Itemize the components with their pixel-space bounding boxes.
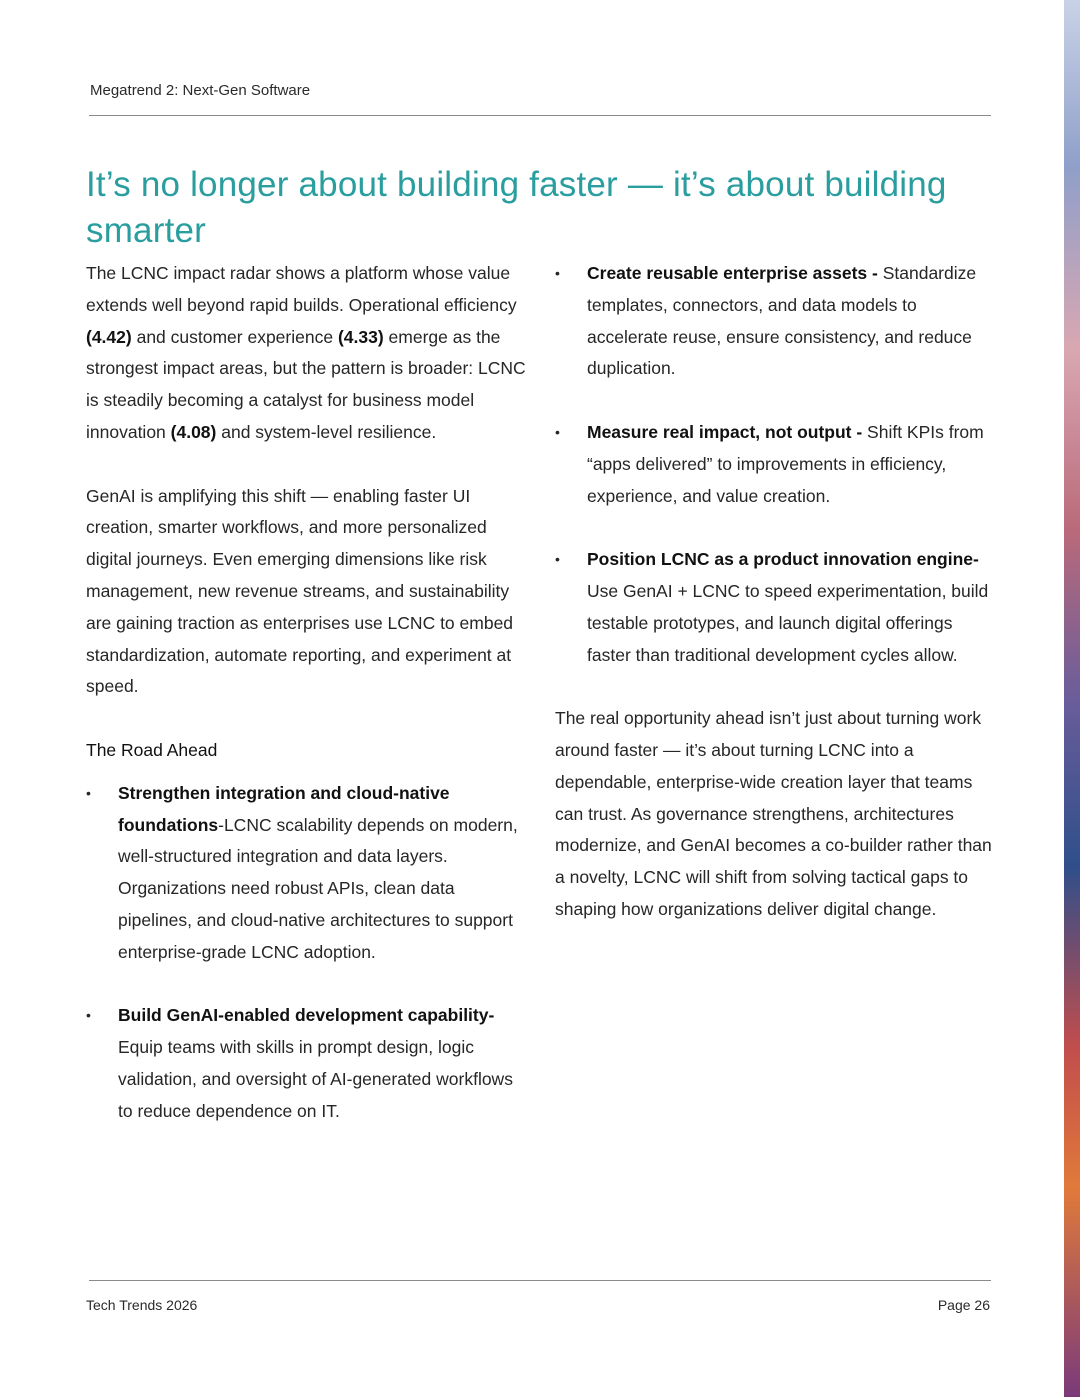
intro-paragraph: The LCNC impact radar shows a platform whose value extends well beyond rapid builds. Operational efficiency (4.42) and customer experience (4.33) emerge as the strongest impact areas, but the pattern is broader: LCNC is steadily becoming a catalyst for business model innovation (4.08) and system-level resilience. (86, 263, 526, 442)
footer-report-name: Tech Trends 2026 (86, 1297, 198, 1313)
page-number: Page 26 (937, 1297, 990, 1313)
section-header: Megatrend 2: Next-Gen Software (90, 82, 311, 99)
page-title: It’s no longer about building faster — it’s about building smarter (86, 165, 947, 250)
road-ahead-heading: The Road Ahead (86, 739, 218, 760)
list-item: • Measure real impact, not output - Shift KPIs from “apps delivered” to improvements in efficiency, experience, and value creation. (555, 417, 995, 512)
bullet-icon: • (555, 265, 560, 281)
bullet-icon: • (86, 784, 91, 801)
list-item: • Create reusable enterprise assets - Standardize templates, connectors, and data models to accelerate reuse, ensure consistency, and reduce duplication. (555, 258, 995, 385)
list-item: • Position LCNC as a product innovation engine- Use GenAI + LCNC to speed experimentation, build testable prototypes, and launch digital offerings faster than traditional development cycles allow. (555, 544, 995, 671)
metric-innovation: (4.08) (170, 421, 217, 442)
left-column (86, 258, 526, 1159)
list-item: • Strengthen integration and cloud-native foundations-LCNC scalability depends on modern, well-structured integration and data layers. Organizations need robust APIs, clean data pipelines, and cloud-native architectures to support enterprise-grade LCNC adoption. (86, 778, 526, 969)
decorative-side-strip (1064, 0, 1080, 1397)
metric-experience: (4.33) (337, 326, 384, 347)
genai-paragraph: GenAI is amplifying this shift — enabling faster UI creation, smarter workflows, and more personalized digital journeys. Even emerging dimensions like risk management, new revenue streams, and sustainability are gaining traction as enterprises use LCNC to embed standardization, automate reporting, and experiment at speed. (86, 485, 514, 697)
bullet-icon: • (555, 423, 560, 440)
header-divider (89, 115, 991, 116)
closing-paragraph: The real opportunity ahead isn’t just about turning work around faster — it’s about turning LCNC into a dependable, enterprise-wide creation layer that teams can trust. As governance strengthens, architectures modernize, and GenAI becomes a co-builder rather than a novelty, LCNC will shift from solving tactical gaps to shaping how organizations deliver digital change. (555, 708, 992, 919)
metric-efficiency: (4.42) (86, 326, 132, 347)
right-column (555, 258, 995, 958)
bullet-icon: • (86, 1007, 91, 1024)
footer-divider (89, 1280, 991, 1281)
list-item: • Build GenAI-enabled development capability- Equip teams with skills in prompt design, logic validation, and oversight of AI-generated workflows to reduce dependence on IT. (86, 1000, 526, 1127)
bullet-icon: • (555, 551, 560, 568)
